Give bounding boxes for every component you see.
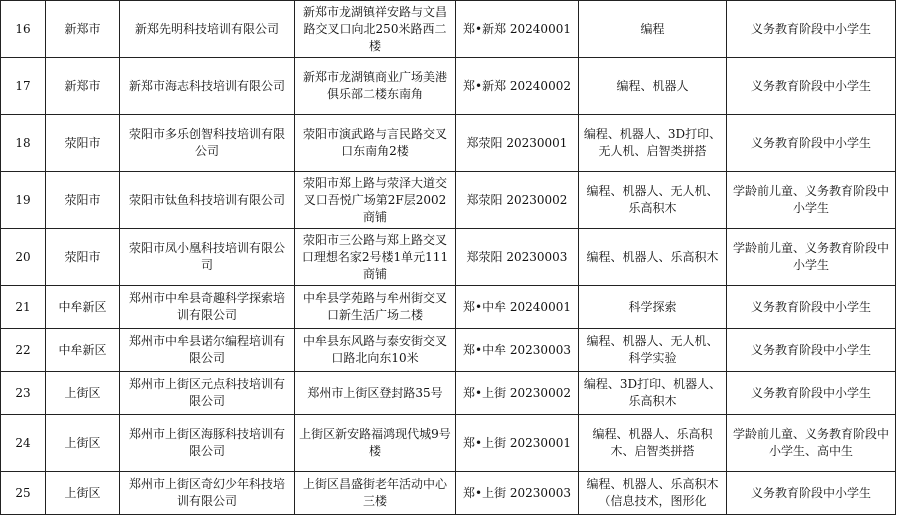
institution-name-cell: 新郑市海志科技培训有限公司 <box>120 58 295 115</box>
row-number-cell: 17 <box>1 58 46 115</box>
district-cell: 上街区 <box>46 472 120 515</box>
address-cell: 上街区昌盛街老年活动中心三楼 <box>295 472 456 515</box>
table-row <box>1 372 896 415</box>
training-subject-cell: 编程、机器人、无人机、乐高积木 <box>579 172 727 229</box>
district-cell: 中牟新区 <box>46 286 120 329</box>
training-subject-cell: 编程、机器人、3D打印、无人机、启智类拼搭 <box>579 115 727 172</box>
district-cell: 荥阳市 <box>46 172 120 229</box>
address-cell: 新郑市龙湖镇祥安路与文昌路交叉口向北250米路西二楼 <box>295 1 456 58</box>
district-cell: 新郑市 <box>46 58 120 115</box>
institution-name-cell: 郑州市上街区海豚科技培训有限公司 <box>120 415 295 472</box>
target-students-cell: 学龄前儿童、义务教育阶段中小学生、高中生 <box>727 415 896 472</box>
training-subject-cell: 编程、机器人、乐高积木（信息技术，图形化 <box>579 472 727 515</box>
address-cell: 中牟县东风路与泰安街交叉口路北向东10米 <box>295 329 456 372</box>
row-number-cell: 19 <box>1 172 46 229</box>
address-cell: 荥阳市三公路与郑上路交叉口理想名家2号楼1单元111商铺 <box>295 229 456 286</box>
institution-name-cell: 荥阳市凤小凰科技培训有限公司 <box>120 229 295 286</box>
table-row <box>1 229 896 286</box>
address-cell: 郑州市上街区登封路35号 <box>295 372 456 415</box>
table-row <box>1 329 896 372</box>
district-cell: 新郑市 <box>46 1 120 58</box>
row-number-cell: 25 <box>1 472 46 515</box>
district-cell: 荥阳市 <box>46 229 120 286</box>
table-row <box>1 115 896 172</box>
institution-name-cell: 郑州市中牟县诺尔编程培训有限公司 <box>120 329 295 372</box>
license-number-cell: 郑•新郑 20240001 <box>456 1 579 58</box>
table-body <box>1 1 896 515</box>
district-cell: 上街区 <box>46 415 120 472</box>
table-row <box>1 472 896 515</box>
training-subject-cell: 编程、机器人、乐高积木、启智类拼搭 <box>579 415 727 472</box>
row-number-cell: 23 <box>1 372 46 415</box>
row-number-cell: 24 <box>1 415 46 472</box>
row-number-cell: 16 <box>1 1 46 58</box>
license-number-cell: 郑荥阳 20230003 <box>456 229 579 286</box>
table-row <box>1 415 896 472</box>
institution-name-cell: 荥阳市钛鱼科技培训有限公司 <box>120 172 295 229</box>
license-number-cell: 郑•中牟 20230003 <box>456 329 579 372</box>
target-students-cell: 义务教育阶段中小学生 <box>727 472 896 515</box>
license-number-cell: 郑荥阳 20230001 <box>456 115 579 172</box>
address-cell: 新郑市龙湖镇商业广场美港俱乐部二楼东南角 <box>295 58 456 115</box>
license-number-cell: 郑•新郑 20240002 <box>456 58 579 115</box>
target-students-cell: 学龄前儿童、义务教育阶段中小学生 <box>727 229 896 286</box>
institution-name-cell: 新郑先明科技培训有限公司 <box>120 1 295 58</box>
institution-name-cell: 郑州市上街区元点科技培训有限公司 <box>120 372 295 415</box>
target-students-cell: 义务教育阶段中小学生 <box>727 286 896 329</box>
table-row <box>1 1 896 58</box>
institution-name-cell: 荥阳市多乐创智科技培训有限公司 <box>120 115 295 172</box>
row-number-cell: 18 <box>1 115 46 172</box>
license-number-cell: 郑•上街 20230003 <box>456 472 579 515</box>
license-number-cell: 郑•上街 20230002 <box>456 372 579 415</box>
district-cell: 荥阳市 <box>46 115 120 172</box>
table-row <box>1 286 896 329</box>
license-number-cell: 郑荥阳 20230002 <box>456 172 579 229</box>
training-subject-cell: 编程、机器人 <box>579 58 727 115</box>
row-number-cell: 20 <box>1 229 46 286</box>
address-cell: 中牟县学苑路与牟州街交叉口新生活广场二楼 <box>295 286 456 329</box>
target-students-cell: 义务教育阶段中小学生 <box>727 58 896 115</box>
training-subject-cell: 编程、机器人、无人机、科学实验 <box>579 329 727 372</box>
training-subject-cell: 科学探索 <box>579 286 727 329</box>
license-number-cell: 郑•中牟 20240001 <box>456 286 579 329</box>
license-number-cell: 郑•上街 20230001 <box>456 415 579 472</box>
row-number-cell: 21 <box>1 286 46 329</box>
training-subject-cell: 编程、机器人、乐高积木 <box>579 229 727 286</box>
district-cell: 中牟新区 <box>46 329 120 372</box>
table-row <box>1 58 896 115</box>
target-students-cell: 义务教育阶段中小学生 <box>727 372 896 415</box>
target-students-cell: 义务教育阶段中小学生 <box>727 329 896 372</box>
target-students-cell: 学龄前儿童、义务教育阶段中小学生 <box>727 172 896 229</box>
training-subject-cell: 编程、3D打印、机器人、乐高积木 <box>579 372 727 415</box>
target-students-cell: 义务教育阶段中小学生 <box>727 1 896 58</box>
district-cell: 上街区 <box>46 372 120 415</box>
address-cell: 荥阳市郑上路与荥泽大道交叉口吾悦广场第2F层2002商铺 <box>295 172 456 229</box>
institution-name-cell: 郑州市中牟县奇趣科学探索培训有限公司 <box>120 286 295 329</box>
training-subject-cell: 编程 <box>579 1 727 58</box>
table-row <box>1 172 896 229</box>
row-number-cell: 22 <box>1 329 46 372</box>
address-cell: 上街区新安路福鸿现代城9号楼 <box>295 415 456 472</box>
institution-name-cell: 郑州市上街区奇幻少年科技培训有限公司 <box>120 472 295 515</box>
target-students-cell: 义务教育阶段中小学生 <box>727 115 896 172</box>
address-cell: 荥阳市演武路与言民路交叉口东南角2楼 <box>295 115 456 172</box>
